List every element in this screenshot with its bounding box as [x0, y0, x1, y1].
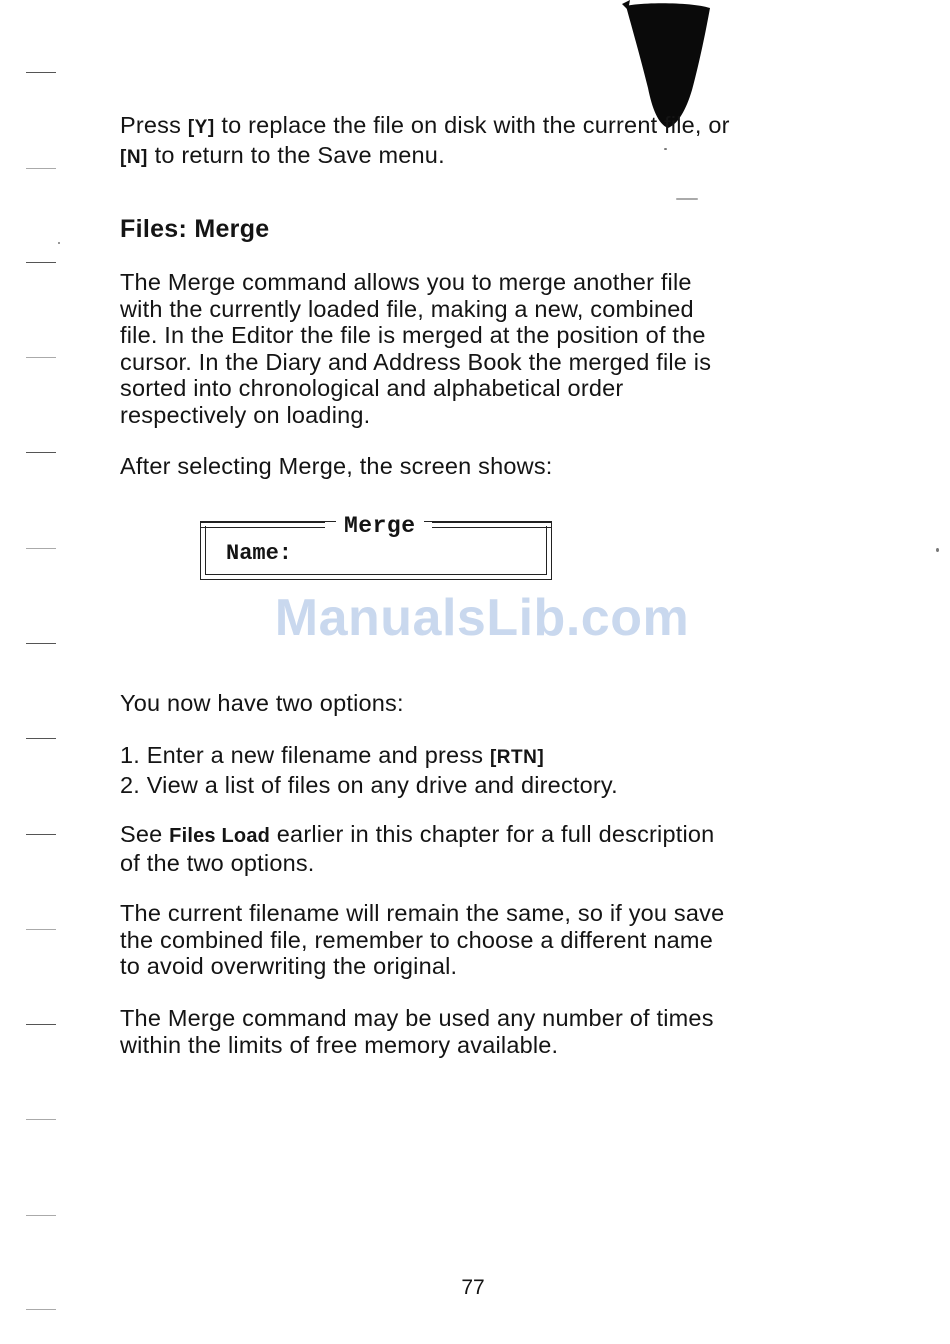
options-list	[120, 742, 810, 798]
description-line: with the currently loaded file, making a new, combined	[120, 295, 694, 322]
margin-tick	[26, 548, 56, 549]
note-line: The current filename will remain the same, so if you save	[120, 900, 725, 926]
margin-tick	[26, 72, 56, 73]
margin-tick	[26, 834, 56, 835]
margin-tick	[26, 929, 56, 930]
margin-tick	[26, 262, 56, 263]
files-load-reference: Files Load	[169, 825, 271, 847]
overwrite-instruction	[120, 112, 810, 171]
note-line: to avoid overwriting the original.	[120, 953, 458, 979]
margin-tick	[26, 1024, 56, 1025]
section-heading: Files: Merge	[120, 215, 270, 243]
margin-tick	[26, 1215, 56, 1216]
margin-tick	[26, 452, 56, 453]
description-line: sorted into chronological and alphabetical order	[120, 375, 624, 401]
text-span: 1. Enter a new filename and press	[120, 742, 490, 768]
after-select-text	[120, 453, 810, 480]
title-rule-right	[432, 522, 552, 528]
memory-note	[120, 1005, 810, 1058]
description-line: cursor. In the Diary and Address Book the merged file is	[120, 348, 712, 375]
description-line: respectively on loading.	[120, 401, 371, 428]
text-line: of the two options.	[120, 849, 315, 876]
description-line: The Merge command allows you to merge another file	[120, 269, 692, 295]
option-item-1	[120, 742, 810, 772]
margin-tick	[26, 357, 56, 358]
manualslib-watermark: ManualsLib.com	[274, 589, 690, 647]
ink-blot-artifact	[622, 0, 714, 130]
text-span: earlier in this chapter for a full description	[270, 821, 715, 847]
text-span: to replace the file on disk with the current file, or	[214, 112, 730, 138]
margin-tick	[26, 1119, 56, 1120]
page-number: 77	[461, 1276, 485, 1299]
final-line: within the limits of free memory available.	[120, 1031, 559, 1058]
key-y: [Y]	[187, 117, 215, 138]
text-span: Press	[120, 112, 188, 138]
scan-speck	[58, 242, 60, 244]
name-field-label: Name:	[226, 541, 293, 566]
final-line: The Merge command may be used any number of times	[120, 1005, 714, 1031]
title-rule-left	[200, 522, 325, 528]
text-span: to return to the Save menu.	[147, 141, 445, 168]
margin-tick	[26, 738, 56, 739]
see-also-paragraph	[120, 821, 810, 876]
key-rtn: [RTN]	[489, 747, 545, 768]
text-line: You now have two options:	[120, 690, 404, 716]
merge-screen-title-bar	[200, 513, 552, 539]
merge-description	[120, 269, 810, 428]
options-intro	[120, 690, 810, 717]
filename-note	[120, 900, 810, 980]
note-line: the combined file, remember to choose a different name	[120, 926, 713, 953]
key-n: [N]	[120, 146, 148, 168]
description-line: file. In the Editor the file is merged at the position of the	[120, 322, 706, 348]
text-line: After selecting Merge, the screen shows:	[120, 453, 553, 479]
scan-speck	[936, 548, 939, 552]
merge-screen-title: Merge	[336, 513, 424, 539]
text-span: See	[120, 821, 170, 847]
scan-speck	[676, 198, 698, 200]
margin-tick	[26, 1309, 56, 1310]
margin-tick	[26, 168, 56, 169]
option-item-2: 2. View a list of files on any drive and directory.	[120, 771, 618, 798]
